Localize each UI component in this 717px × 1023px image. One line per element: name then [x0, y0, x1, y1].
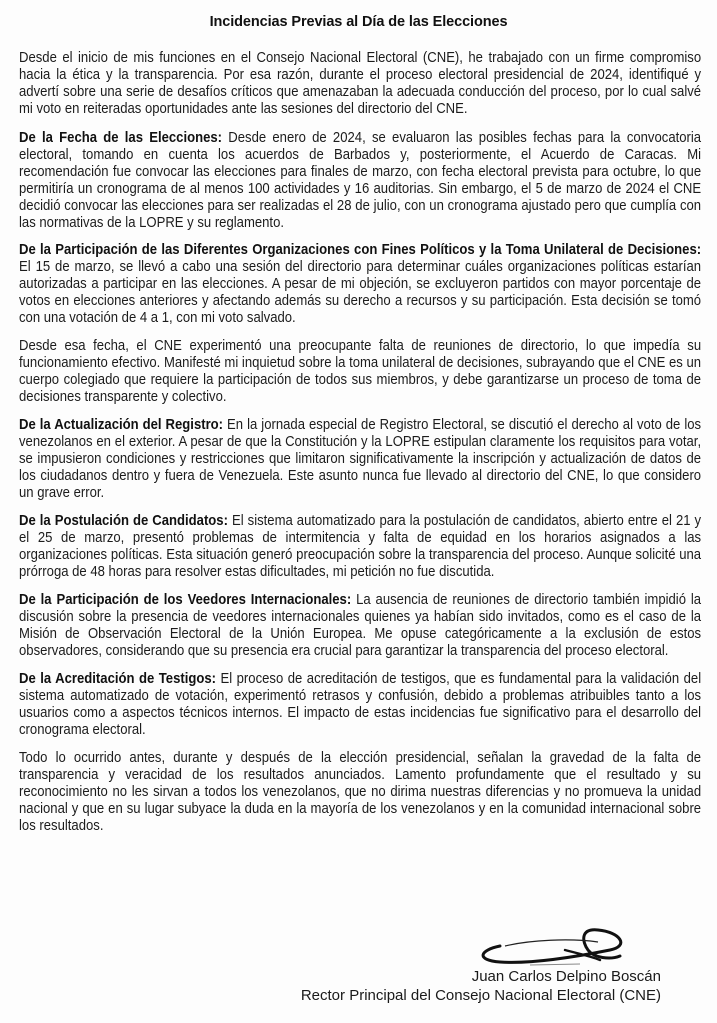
section-heading: De la Participación de las Diferentes Organizaciones con Fines Políticos y la Toma Unilateral de Decisiones:: [19, 242, 702, 258]
handwritten-signature: [470, 920, 630, 968]
signatory-name: Juan Carlos Delpino Boscán: [471, 968, 661, 985]
section-text: En la jornada especial de Registro Electoral, se discutió el derecho al voto de los venezolanos en el exterior. A pesar de que la Constitución y la LOPRE estipulan claramente los requisitos para votar, se impusieron condiciones y restricciones que limitaron significativamente la inscripción y actualización de datos de los ciudadanos dentro y fuera de Venezuela. Este asunto nunca fue llevado al directorio del CNE, lo que considero un grave error.: [19, 417, 702, 501]
intro-text: Desde el inicio de mis funciones en el Consejo Nacional Electoral (CNE), he trabajado con un firme compromiso hacia la ética y la transparencia. Por esa razón, durante el proceso electoral presidencial de 2024, identifiqué y advertí sobre una serie de desafíos críticos que amenazaban la adecuada conducción del proceso, por lo cual salvé mi voto en reiteradas oportunidades ante las sesiones del directorio del CNE.: [19, 50, 702, 117]
section-text: La ausencia de reuniones de directorio también impidió la discusión sobre la presencia de veedores internacionales quienes ya habían sido invitados, como es el caso de la Misión de Observación Electoral de la Unión Europea. Me opuse categóricamente a la exclusión de estos observadores, considerando que su presencia era crucial para garantizar la transparencia del proceso electoral.: [19, 592, 702, 659]
document-body: [19, 50, 701, 846]
section-heading: De la Actualización del Registro:: [19, 417, 224, 433]
section-heading: De la Participación de los Veedores Internacionales:: [19, 592, 352, 608]
section-election-date: [19, 130, 701, 231]
section-text: Desde enero de 2024, se evaluaron las posibles fechas para la convocatoria electoral, tomando en cuenta los acuerdos de Barbados y, posteriormente, el Acuerdo de Caracas. Mi recomendación fue convocar las elecciones para finales de marzo, con fecha electoral prevista para octubre, lo que permitiría un cronograma de al menos 100 actividades y 16 auditorias. Sin embargo, el 5 de marzo de 2024 el CNE decidió convocar las elecciones para ser realizadas el 28 de julio, con un cronograma ajustado pero que cumplía con las normativas de la LOPRE y su reglamento.: [19, 130, 702, 231]
document-title: Incidencias Previas al Día de las Elecciones: [209, 14, 508, 30]
section-heading: De la Postulación de Candidatos:: [19, 513, 228, 529]
intro-paragraph: [19, 50, 701, 118]
section-heading: De la Fecha de las Elecciones:: [19, 130, 223, 146]
signature-block: [301, 967, 661, 1005]
section-text: El 15 de marzo, se llevó a cabo una sesión del directorio para determinar cuáles organizaciones políticas estarían autorizadas a participar en las elecciones. A pesar de mi objeción, se excluyeron partidos con mayor porcentaje de votos en elecciones anteriores y afectando además su derecho a recursos y su participación. Esta decisión se tomó con una votación de 4 a 1, con mi voto salvado.: [19, 258, 702, 326]
signatory-role: Rector Principal del Consejo Nacional Electoral (CNE): [300, 987, 661, 1004]
section-text: Todo lo ocurrido antes, durante y después de la elección presidencial, señalan la gravedad de la falta de transparencia y veracidad de los resultados anunciados. Lamento profundamente que el resultado y su reconocimiento no les sirvan a todos los venezolanos, que no dirima nuestras diferencias y no promueva la unidad nacional y que en su lugar subyace la duda en la mayoría de los venezolanos y en la comunidad internacional sobre los resultados.: [19, 750, 702, 834]
section-candidate-nomination: [19, 513, 701, 581]
paragraph-board-meetings: [19, 338, 701, 406]
section-text: El sistema automatizado para la postulación de candidatos, abierto entre el 21 y el 25 de marzo, presentó problemas de intermitencia y falta de equidad en los horarios asignados a las organizaciones políticas. Esta situación generó preocupación sobre la transparencia del proceso. Aunque solicité una prórroga de 48 horas para resolver estas dificultades, mi petición no fue discutida.: [19, 513, 702, 580]
section-text: Desde esa fecha, el CNE experimentó una preocupante falta de reuniones de directorio, lo que impedía su funcionamiento efectivo. Manifesté mi inquietud sobre la toma unilateral de decisiones, subrayando que el CNE es un cuerpo colegiado que requiere la participación de todos sus miembros, y debe garantizarse un proceso de toma de decisiones transparente y colectivo.: [19, 338, 702, 405]
section-registry-update: [19, 417, 701, 502]
section-witness-accreditation: [19, 671, 701, 739]
section-political-organizations: [19, 242, 701, 327]
section-text: El proceso de acreditación de testigos, que es fundamental para la validación del sistema automatizado de votación, experimentó retrasos y confusión, debido a problemas atribuibles tanto a los usuarios como a aspectos técnicos internos. El impacto de estas incidencias fue significativo para el desarrollo del cronograma electoral.: [19, 671, 702, 738]
section-heading: De la Acreditación de Testigos:: [19, 671, 217, 687]
section-international-observers: [19, 592, 701, 660]
closing-paragraph: [19, 750, 701, 835]
